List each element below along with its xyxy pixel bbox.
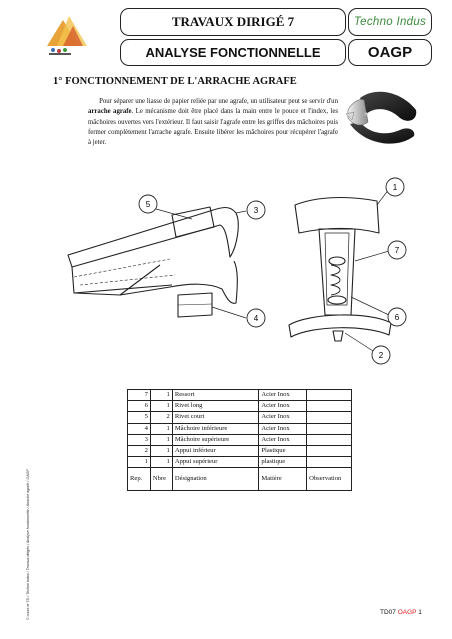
footer-page: 1 [418, 609, 422, 616]
page-title: TRAVAUX DIRIGÉ 7 [120, 8, 346, 36]
cell-designation: Mâchoire supérieure [172, 434, 259, 445]
callout-2 [372, 346, 390, 364]
side-note: © cours et TD / Techno Indus / Travaux dirigés / Analyse fonctionnelle / Arrache agrafe / OAGP [26, 469, 30, 620]
cell-matiere: Acier Inox [259, 390, 307, 401]
table-row [128, 457, 352, 468]
cell-rep: 2 [128, 445, 151, 456]
header-rep: Rep. [128, 468, 151, 491]
cell-observation [307, 423, 352, 434]
cell-observation [307, 445, 352, 456]
table-header-row [128, 468, 352, 491]
cell-matiere: Acier Inox [259, 434, 307, 445]
cell-observation [307, 457, 352, 468]
cell-matiere: Plastique [259, 445, 307, 456]
cell-observation [307, 412, 352, 423]
callout-3 [247, 201, 265, 219]
cell-nbre: 2 [150, 412, 172, 423]
callout-5 [139, 195, 157, 213]
nomenclature-table [127, 389, 352, 491]
cell-nbre: 1 [150, 423, 172, 434]
page-subtitle: ANALYSE FONCTIONNELLE [120, 39, 346, 66]
callout-7 [388, 241, 406, 259]
table-row [128, 401, 352, 412]
paragraph-part1: Pour séparer une liasse de papier reliée par une agrafe, un utilisateur peut se servir d'un [99, 98, 338, 105]
cell-rep: 6 [128, 401, 151, 412]
cell-matiere: Acier Inox [259, 412, 307, 423]
cell-observation [307, 434, 352, 445]
table-row [128, 412, 352, 423]
cell-designation: Ressort [172, 390, 259, 401]
cell-matiere: Acier Inox [259, 401, 307, 412]
cell-matiere: Acier Inox [259, 423, 307, 434]
cell-designation: Rivet long [172, 401, 259, 412]
cell-nbre: 1 [150, 445, 172, 456]
header-matiere: Matière [259, 468, 307, 491]
page-footer [380, 609, 422, 616]
svg-text:7: 7 [394, 246, 400, 255]
table-row [128, 390, 352, 401]
side-view-drawing [60, 185, 300, 335]
cell-observation [307, 401, 352, 412]
svg-text:1: 1 [392, 183, 398, 192]
cell-matiere: plastique [259, 457, 307, 468]
cell-designation: Mâchoire inférieure [172, 423, 259, 434]
cell-rep: 3 [128, 434, 151, 445]
logo-graphic [43, 12, 113, 60]
cell-nbre: 1 [150, 401, 172, 412]
footer-code: TD07 [380, 609, 396, 616]
header-designation: Désignation [172, 468, 259, 491]
table-row [128, 434, 352, 445]
svg-text:4: 4 [253, 314, 259, 323]
cell-rep: 1 [128, 457, 151, 468]
section-title: 1° FONCTIONNEMENT DE L'ARRACHE AGRAFE [53, 76, 297, 87]
front-view-drawing [285, 175, 420, 370]
table-row [128, 445, 352, 456]
callout-6 [388, 308, 406, 326]
paragraph-bold: arrache agrafe [88, 108, 132, 116]
cell-nbre: 1 [150, 434, 172, 445]
cell-observation [307, 390, 352, 401]
header-observation: Observation [307, 468, 352, 491]
cell-designation: Rivet court [172, 412, 259, 423]
brand-label: Techno Indus [348, 8, 432, 36]
cell-designation: Appui inférieur [172, 445, 259, 456]
cell-rep: 5 [128, 412, 151, 423]
cell-nbre: 1 [150, 390, 172, 401]
callout-1 [386, 178, 404, 196]
cell-rep: 4 [128, 423, 151, 434]
svg-text:5: 5 [145, 200, 151, 209]
cell-rep: 7 [128, 390, 151, 401]
course-code: OAGP [348, 39, 432, 66]
cell-designation: Appui supérieur [172, 457, 259, 468]
intro-paragraph [88, 97, 338, 148]
header-nbre: Nbre [150, 468, 172, 491]
svg-text:3: 3 [253, 206, 259, 215]
callout-4 [247, 309, 265, 327]
table-row [128, 423, 352, 434]
svg-text:6: 6 [394, 313, 400, 322]
footer-highlight: OAGP [397, 609, 417, 616]
svg-text:2: 2 [378, 351, 384, 360]
staple-remover-photo [342, 84, 422, 154]
paragraph-part2: . Le mécanisme doit être placé dans la main entre le pouce et l'index, les mâchoires ouvertes vers l'extérieur. Il faut saisir l'agrafe entre les griffes des mâchoires puis fermer complètement l'arrache agrafe. Ensuite libérer les mâchoires pour récupérer l'agrafe à jeter. [88, 108, 338, 147]
cell-nbre: 1 [150, 457, 172, 468]
school-logo [43, 12, 113, 60]
